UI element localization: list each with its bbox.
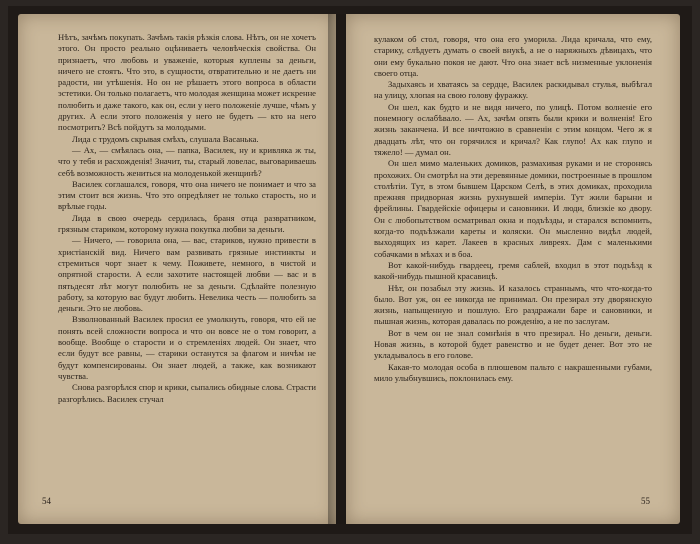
paragraph: Какая-то молодая особа в плюшевом пальто с накрашенными губами, мило улыбнувшись, поклонилась ему. [374,361,652,383]
paragraph: Задыхаясь и хватаясь за сердце, Василек раскидывал стулья, выбѣгал на улицу, хлопая на свою голову фуражку. [374,79,652,101]
paragraph: Лида с трудомъ скрывая смѣхъ, слушала Васанька. [72,133,259,144]
paragraph: кулаком об стол, говоря, что она его уморила. Лида кричала, что ему, старику, слѣдуетъ думать о своей внукѣ, а не о наряжныхъ дѣвицахъ, что они ему букально покоя не дают. Что она знает всѣ низменные уклоненія своего отца. [374,34,652,78]
paragraph: Он шел мимо маленьких домиков, размахивая руками и не сторонясь прохожих. Он смотрѣл на эти деревянные домики, построенные в прошлом столѣтіи. Тут, в этом бывшем Царском Селѣ, в этих домиках, проходила прежняя придворная жизнь рухнувшей имперіи. Тут жили барыни и фрейлины. Гвардейскіе офицеры и сановники. И люди, близкіе ко двору. Он с любопытством осматривал окна и подъѣзды, и старался вспомнить, когда-то подъѣзжали кареты и коляски. Он мысленно видѣл людей, выходящих из карет. Лакеев в красных ливреях. Дам с маленькими собачками в мѣхах и в боа. [374,158,652,259]
paragraph: Нѣтъ, зачѣмъ покупать. Зачѣмъ такія рѣзкія слова. Нѣтъ, он не хочетъ этого. Он просто реально оцѣниваетъ человѣческія свойства. Он признаетъ, что любовь и уваженіе, которыя куплены за деньги, ничего не стоятъ. Что это, в сущности, отвратительно и не даетъ ни радости, ни утѣшенія. Но он не рѣшаетъ этого вопроса в области эстетики. Он только полагаетъ, что молодая женщина может искренне полюбить и даже такого, как он, если у него положеніе лучше, чѣмъ у других. А если этого положенія у него не будетъ — кто на него посмотритъ? Всѣ пойдутъ за молодыми. [58,32,316,133]
right-page [346,14,680,524]
paragraph: Взволнованный Василек просил ее умолкнуть, говоря, что ей не понять всей сложности вопроса и что он вовсе не о том говорит, а вообще. Вообще о старости и о стремленіях людей. Он знает, что если будут все равны, — старики останутся за флагом и ничѣм не будут компенсированы. Он знает людей, а также, как возникают чувства. [58,314,316,381]
open-book [8,6,692,534]
paragraph: Вот в чем он не знал сомнѣнія в что презирал. Но деньги, деньги. Новая жизнь, в которой будет равенство и не будет денег. Вот это не укладывалось в его голове. [374,327,652,361]
paragraph: Снова разгорѣлся спор и крики, сыпались обидные слова. Страсти разгорѣлись. Василек стучал [58,382,316,404]
right-page-text [374,34,652,384]
left-page-text [58,32,316,405]
paragraph: — Ах, — смѣялась она, — папка, Василек, ну и кривляка ж ты, что у тебя и расхожденія! Значит, ты, старый ловелас, выговариваешь себѣ возможность жениться на молоденькой женщинѣ? [58,144,316,178]
left-page [18,14,336,524]
paragraph: Василек соглашался, говоря, что она ничего не понимает и что за этим стоит вся жизнь. Что это опредѣляет не только старость, но и врѣлые годы. [58,178,316,212]
page-number: 54 [42,496,51,506]
paragraph: Лида в свою очередь сердилась, браня отца развратником, грязным стариком, которому нужна покупка любви за деньги. [58,212,316,235]
paragraph: Он шел, как будто и не видя ничего, по улицѣ. Потом волненіе его понемногу ослабѣвало. — Ах, зачѣм опять были крики и волненія! Его жизнь заканчена. И все ничтожно в сравненіи с этим концом. Чего ж я двадцать лѣт, что он горячился и кричал? Как глупо! Ах как глупо и тяжело! — думал он. [374,101,652,157]
paragraph: Вот какой-нибудь гвардеец, гремя саблей, входил в этот подъѣзд к какой-нибудь пышной красавицѣ. [374,259,652,282]
page-number: 55 [641,496,650,506]
paragraph: — Ничего, — говорила она, — вас, стариков, нужно привести в христіанскій вид. Ничего вам развивать грязные инстинкты и стремиться чорт знает к чему. Поживете, немного, в чистой и опрятной старости. А если захотите настоящей любви — вас и в пятьдесят лѣт могут полюбить не за деньги. Сдѣлайте полезную работу, за которую вас будут любить. Невелика честь — полюбить за деньги. Это не любовь. [58,235,316,314]
paragraph: Нѣт, он позабыл эту жизнь. И казалось страннымъ, что что-когда-то было. Вот уж, он ее никогда не принимал. Он презирал эту дворянскую жизнь, напыщенную и пошлую. Его раздражали баре и сановники, и пышная жизнь, которая давалась по рожденію, а не по заслугам. [374,282,652,327]
